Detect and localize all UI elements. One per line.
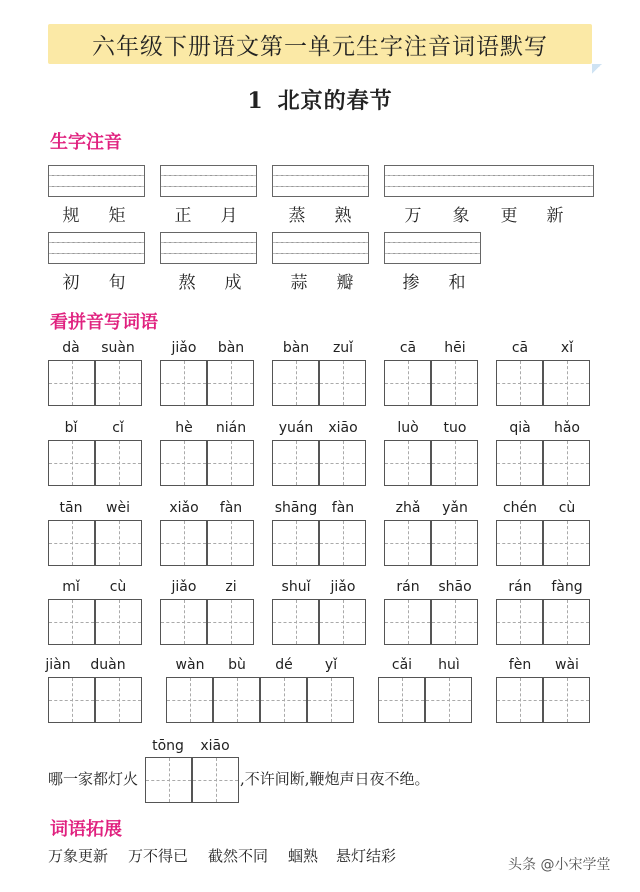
pinyin-label: cā xyxy=(399,340,417,356)
pinyin-label: nián xyxy=(215,420,247,436)
pinyin-label: dé xyxy=(275,657,293,673)
chinese-character: 和 xyxy=(448,273,466,293)
chinese-character: 蒜 xyxy=(290,273,308,293)
page-corner-decoration xyxy=(592,64,602,74)
pinyin-label: rán xyxy=(508,579,532,595)
pinyin-label: zhǎ xyxy=(395,500,421,516)
tianzige-writing-box[interactable] xyxy=(319,440,366,486)
tianzige-writing-box[interactable] xyxy=(496,360,543,406)
pinyin-label: jiǎo xyxy=(330,579,356,595)
chinese-character: 瓣 xyxy=(336,273,354,293)
section-heading-extension: 词语拓展 xyxy=(50,819,122,840)
chinese-character: 更 xyxy=(500,206,518,226)
chinese-character: 正 xyxy=(174,206,192,226)
tianzige-writing-box[interactable] xyxy=(378,677,425,723)
tianzige-writing-box[interactable] xyxy=(48,677,95,723)
tianzige-writing-box[interactable] xyxy=(496,520,543,566)
tianzige-writing-box[interactable] xyxy=(319,520,366,566)
pinyin-label: fèn xyxy=(508,657,532,673)
pinyin-writing-band[interactable] xyxy=(48,165,145,197)
pinyin-label: xǐ xyxy=(560,340,574,356)
chinese-character: 规 xyxy=(62,206,80,226)
pinyin-label: bàn xyxy=(217,340,245,356)
pinyin-label: wàn xyxy=(175,657,205,673)
tianzige-writing-box[interactable] xyxy=(95,520,142,566)
chinese-character: 旬 xyxy=(108,273,126,293)
pinyin-label: xiāo xyxy=(200,738,230,754)
pinyin-label: bù xyxy=(228,657,246,673)
tianzige-writing-box[interactable] xyxy=(95,599,142,645)
tianzige-writing-box[interactable] xyxy=(431,360,478,406)
tianzige-writing-box[interactable] xyxy=(543,677,590,723)
pinyin-label: qià xyxy=(509,420,531,436)
chinese-character: 蒸 xyxy=(288,206,306,226)
tianzige-writing-box[interactable] xyxy=(272,360,319,406)
tianzige-writing-box[interactable] xyxy=(431,440,478,486)
chinese-character: 熬 xyxy=(178,273,196,293)
tianzige-writing-box[interactable] xyxy=(319,360,366,406)
pinyin-label: tuo xyxy=(443,420,467,436)
tianzige-writing-box[interactable] xyxy=(160,599,207,645)
chinese-character: 矩 xyxy=(108,206,126,226)
tianzige-writing-box[interactable] xyxy=(272,440,319,486)
chinese-character: 象 xyxy=(452,206,470,226)
chinese-character: 月 xyxy=(220,206,238,226)
extension-word: 截然不同 xyxy=(208,847,269,865)
pinyin-label: rán xyxy=(396,579,420,595)
tianzige-writing-box[interactable] xyxy=(48,599,95,645)
pinyin-label: wài xyxy=(555,657,579,673)
pinyin-label: cù xyxy=(558,500,576,516)
pinyin-label: cǐ xyxy=(112,420,124,436)
pinyin-label: shāng xyxy=(274,500,318,516)
pinyin-label: fàn xyxy=(219,500,243,516)
tianzige-writing-box[interactable] xyxy=(431,520,478,566)
pinyin-label: zuǐ xyxy=(332,340,354,356)
pinyin-label: bǐ xyxy=(64,420,78,436)
pinyin-writing-band[interactable] xyxy=(160,232,257,264)
tianzige-writing-box[interactable] xyxy=(145,757,192,803)
pinyin-label: hēi xyxy=(444,340,466,356)
tianzige-writing-box[interactable] xyxy=(207,520,254,566)
tianzige-writing-box[interactable] xyxy=(307,677,354,723)
tianzige-writing-box[interactable] xyxy=(425,677,472,723)
watermark-text: 头条 @小宋学堂 xyxy=(508,857,611,873)
pinyin-label: yǐ xyxy=(324,657,338,673)
tianzige-writing-box[interactable] xyxy=(496,599,543,645)
tianzige-writing-box[interactable] xyxy=(160,520,207,566)
pinyin-label: jiǎo xyxy=(171,340,197,356)
tianzige-writing-box[interactable] xyxy=(272,520,319,566)
tianzige-writing-box[interactable] xyxy=(543,440,590,486)
tianzige-writing-box[interactable] xyxy=(48,440,95,486)
tianzige-writing-box[interactable] xyxy=(166,677,213,723)
tianzige-writing-box[interactable] xyxy=(260,677,307,723)
pinyin-label: cā xyxy=(511,340,529,356)
extension-word: 万象更新 xyxy=(48,847,109,865)
pinyin-label: tān xyxy=(59,500,83,516)
pinyin-label: chén xyxy=(502,500,538,516)
lesson-name: 北京的春节 xyxy=(277,88,393,114)
pinyin-label: bàn xyxy=(282,340,310,356)
tianzige-writing-box[interactable] xyxy=(160,360,207,406)
pinyin-label: yǎn xyxy=(442,500,468,516)
extension-word: 万不得已 xyxy=(128,847,189,865)
sentence-before-blank: 哪一家都灯火 xyxy=(48,770,139,788)
tianzige-writing-box[interactable] xyxy=(95,440,142,486)
chinese-character: 新 xyxy=(546,206,564,226)
chinese-character: 掺 xyxy=(402,273,420,293)
lesson-number: 1 xyxy=(247,88,264,114)
chinese-character: 熟 xyxy=(334,206,352,226)
tianzige-writing-box[interactable] xyxy=(496,677,543,723)
tianzige-writing-box[interactable] xyxy=(543,520,590,566)
pinyin-label: hǎo xyxy=(553,420,581,436)
tianzige-writing-box[interactable] xyxy=(384,520,431,566)
tianzige-writing-box[interactable] xyxy=(48,520,95,566)
chinese-character: 万 xyxy=(404,206,422,226)
pinyin-label: mǐ xyxy=(62,579,80,595)
chinese-character: 初 xyxy=(62,273,80,293)
pinyin-label: cù xyxy=(109,579,127,595)
tianzige-writing-box[interactable] xyxy=(384,440,431,486)
tianzige-writing-box[interactable] xyxy=(384,599,431,645)
pinyin-label: fàn xyxy=(331,500,355,516)
lesson-title xyxy=(0,84,640,115)
pinyin-writing-band[interactable] xyxy=(272,165,369,197)
pinyin-label: huì xyxy=(438,657,460,673)
pinyin-label: luò xyxy=(397,420,419,436)
tianzige-writing-box[interactable] xyxy=(319,599,366,645)
pinyin-label: jiàn xyxy=(45,657,71,673)
tianzige-writing-box[interactable] xyxy=(48,360,95,406)
pinyin-label: wèi xyxy=(106,500,130,516)
pinyin-writing-band[interactable] xyxy=(384,232,481,264)
pinyin-label: fàng xyxy=(551,579,583,595)
tianzige-writing-box[interactable] xyxy=(192,757,239,803)
tianzige-writing-box[interactable] xyxy=(431,599,478,645)
pinyin-label: cǎi xyxy=(391,657,413,673)
pinyin-writing-band[interactable] xyxy=(384,165,594,197)
tianzige-writing-box[interactable] xyxy=(95,677,142,723)
pinyin-label: xiǎo xyxy=(169,500,199,516)
tianzige-writing-box[interactable] xyxy=(95,360,142,406)
pinyin-label: hè xyxy=(175,420,193,436)
tianzige-writing-box[interactable] xyxy=(207,599,254,645)
tianzige-writing-box[interactable] xyxy=(384,360,431,406)
sentence-after-blank: ,不许间断,鞭炮声日夜不绝。 xyxy=(240,770,430,788)
pinyin-writing-band[interactable] xyxy=(48,232,145,264)
pinyin-label: tōng xyxy=(152,738,184,754)
tianzige-writing-box[interactable] xyxy=(207,440,254,486)
extension-word: 悬灯结彩 xyxy=(336,847,397,865)
tianzige-writing-box[interactable] xyxy=(272,599,319,645)
pinyin-label: shuǐ xyxy=(281,579,311,595)
section-heading-pinyin-write: 看拼音写词语 xyxy=(50,312,158,333)
pinyin-label: shāo xyxy=(438,579,472,595)
pinyin-label: zi xyxy=(225,579,237,595)
tianzige-writing-box[interactable] xyxy=(160,440,207,486)
pinyin-label: jiǎo xyxy=(171,579,197,595)
pinyin-label: duàn xyxy=(90,657,126,673)
tianzige-writing-box[interactable] xyxy=(496,440,543,486)
worksheet-banner-title: 六年级下册语文第一单元生字注音词语默写 xyxy=(48,24,592,64)
pinyin-writing-band[interactable] xyxy=(160,165,257,197)
tianzige-writing-box[interactable] xyxy=(207,360,254,406)
section-heading-zhuyin: 生字注音 xyxy=(50,132,122,153)
tianzige-writing-box[interactable] xyxy=(543,360,590,406)
extension-word: 蝈熟 xyxy=(288,847,319,865)
tianzige-writing-box[interactable] xyxy=(213,677,260,723)
pinyin-label: suàn xyxy=(101,340,135,356)
chinese-character: 成 xyxy=(224,273,242,293)
tianzige-writing-box[interactable] xyxy=(543,599,590,645)
pinyin-label: dà xyxy=(62,340,80,356)
pinyin-label: xiāo xyxy=(328,420,358,436)
pinyin-label: yuán xyxy=(278,420,314,436)
pinyin-writing-band[interactable] xyxy=(272,232,369,264)
